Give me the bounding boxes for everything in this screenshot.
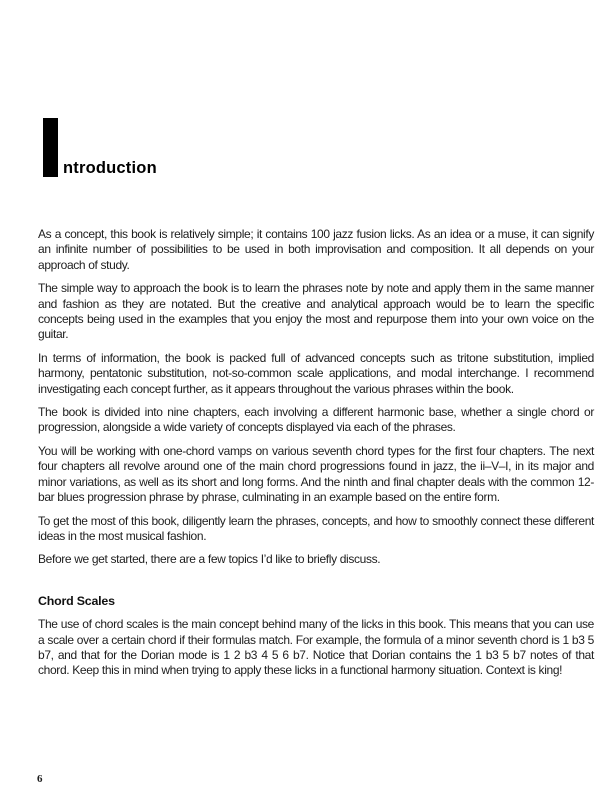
paragraph-chapter-layout: You will be working with one-chord vamps on various seventh chord types for the first four chapters. The next four chapters all revolve around one of the main chord progressions found in jazz, the ii–V–I, in its major and minor variations, as well as its short and long forms. And the ninth and final chapter deals with the common 12-bar blues progression phrase by phrase, culminating in an example based on the entire form. (38, 443, 594, 505)
paragraph-before-we-start: Before we get started, there are a few topics I’d like to briefly discuss. (38, 552, 381, 567)
paragraph-get-the-most: To get the most of this book, diligently learn the phrases, concepts, and how to smoothly connect these different ideas in the most musical fashion. (38, 513, 594, 543)
section-heading-chord-scales: Chord Scales (38, 593, 115, 608)
paragraph-advanced-concepts: In terms of information, the book is packed full of advanced concepts such as tritone substitution, implied harmony, pentatonic substitution, not-so-common scale applications, and modal interchange. I recommend investigating each concept further, as it appears throughout the various phrases within the book. (38, 350, 594, 396)
paragraph-intro-concept: As a concept, this book is relatively simple; it contains 100 jazz fusion licks. As an idea or a muse, it can signify an infinite number of possibilities to be used in both improvisation and composition. It all depends on your approach of study. (38, 227, 594, 272)
paragraph-chord-scales: The use of chord scales is the main concept behind many of the licks in this book. This means that you can use a scale over a certain chord if their formulas match. For example, the formula of a minor seventh chord is 1 b3 5 b7, and that for the Dorian mode is 1 2 b3 4 5 6 b7. Notice that Dorian contains the 1 b3 5 b7 notes of that chord. Keep this in mind when trying to apply these licks in a functional harmony situation. Context is king! (38, 617, 594, 678)
chapter-title (43, 118, 157, 177)
chapter-title-text: ntroduction (63, 158, 157, 177)
page-content (38, 227, 594, 687)
page-footer (37, 769, 43, 787)
page-number: 6 (37, 773, 43, 785)
dropcap-letter: I (43, 118, 58, 177)
paragraph-nine-chapters: The book is divided into nine chapters, each involving a different harmonic base, whether a single chord or progression, alongside a wide variety of concepts displayed via each of the phrases. (38, 405, 594, 435)
paragraph-approach: The simple way to approach the book is to learn the phrases note by note and apply them in the same manner and fashion as they are notated. But the creative and analytical approach would be to learn the specific concepts being used in the examples that you enjoy the most and repurpose them into your own voice on the guitar. (38, 281, 594, 342)
